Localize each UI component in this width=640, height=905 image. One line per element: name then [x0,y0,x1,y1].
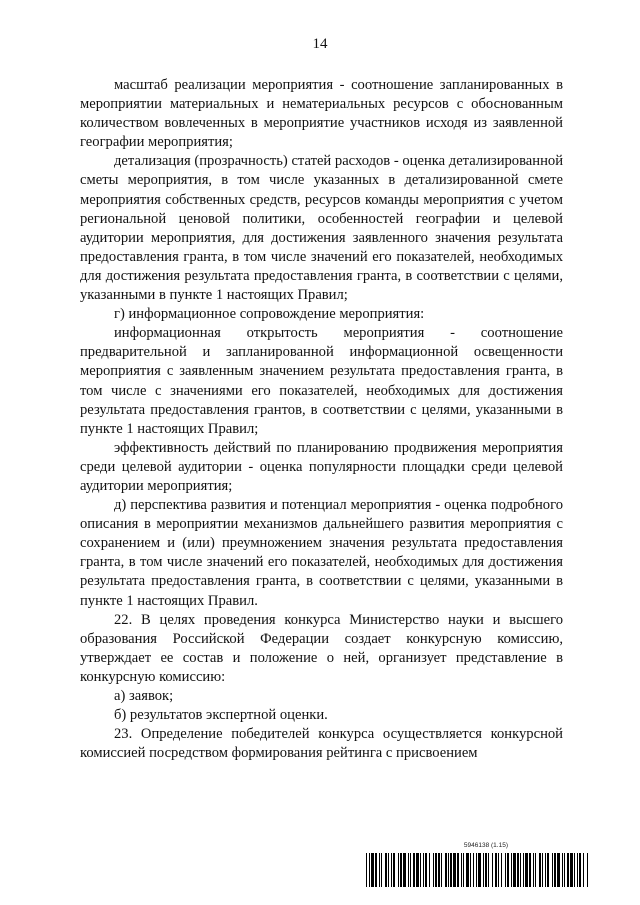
barcode-bar [381,853,382,887]
paragraph-applications: а) заявок; [114,688,174,704]
barcode-bar [461,853,462,887]
barcode-bar [438,853,440,887]
barcode-bar [423,853,424,887]
barcode-bar [545,853,546,887]
barcode-bar [483,853,484,887]
barcode-bar [429,853,430,887]
barcode-bar [577,853,578,887]
barcode-bar [457,853,459,887]
barcode-bar [583,853,584,887]
barcode-bar [525,853,528,887]
barcode-bar [366,853,367,887]
barcode-bar [574,853,575,887]
barcode-bar [533,853,534,887]
barcode-bar [379,853,380,887]
barcode-bar [413,853,415,887]
barcode-bar [498,853,499,887]
barcode-bar [567,853,569,887]
barcode-bar [513,853,516,887]
barcode-bar [403,853,406,887]
barcode-bar [466,853,469,887]
barcode-bar [557,853,560,887]
barcode-bar [523,853,524,887]
paragraph-item-23: 23. Определение победителей конкурса осуществляется конкурсной комиссией посредством формирования рейтинга с присвоением [80,726,563,762]
barcode-bar [562,853,563,887]
barcode-bar [485,853,487,887]
page-number: 14 [312,36,328,52]
barcode-bar [416,853,419,887]
barcode-bar [473,853,474,887]
barcode-bar [375,853,377,887]
paragraph-scale: масштаб реализации мероприятия - соотношение запланированных в мероприятии материальных и нематериальных ресурсов с обоснованным количеством вовлеченных в мероприятие участников исходя из заявленной географии мероприятия; [80,77,563,151]
barcode-bar [476,853,477,887]
barcode-bar [450,853,452,887]
barcode-bar [400,853,402,887]
paragraph-info-support: г) информационное сопровождение мероприятия: [114,306,425,323]
barcode-bar [488,853,489,887]
document-body [80,76,563,763]
barcode-bar [501,853,502,887]
barcode-bar [408,853,409,887]
barcode-bar [410,853,411,887]
barcode-bar [371,853,374,887]
barcode-bar [492,853,493,887]
barcode-bar [539,853,541,887]
barcode-bar [547,853,549,887]
barcode-bar [552,853,553,887]
barcode-bar [470,853,471,887]
barcode-bar [385,853,387,887]
paragraph-expert-results: б) результатов экспертной оценки. [114,707,328,724]
barcode-bar [441,853,442,887]
paragraph-perspective: д) перспектива развития и потенциал мероприятия - оценка подробного описания в мероприятии механизмов дальнейшего развития мероприятия с сохранением и (или) преумножением значения результата предоставления гранта, в том числе значений его показателей, необходимых для достижения результата предоставления гранта, в соответствии с целями, указанными в пункте 1 настоящих Правил. [80,497,563,609]
barcode-bar [463,853,464,887]
barcode-bar [433,853,434,887]
barcode-bar [511,853,512,887]
barcode-icon [366,853,588,887]
barcode-bar [435,853,437,887]
barcode-bar [448,853,449,887]
barcode-block [366,842,588,888]
barcode-bar [398,853,399,887]
barcode-bar [529,853,531,887]
barcode-bar [393,853,395,887]
paragraph-info-openness: информационная открытость мероприятия - соотношение предварительной и запланированной информационной освещенности мероприятия с заявленным значением результата предоставления гранта, в том числе с значениями его показателей, необходимых для достижения результата предоставления грантов, в соответствии с целями, указанными в пункте 1 настоящих Правил; [80,325,563,437]
barcode-bar [369,853,370,887]
barcode-bar [478,853,481,887]
barcode-bar [587,853,588,887]
barcode-bar [542,853,543,887]
barcode-bar [564,853,565,887]
barcode-bar [388,853,389,887]
barcode-bar [425,853,427,887]
barcode-code: 5946138 (1.15) [463,842,508,849]
barcode-bar [554,853,556,887]
barcode-bar [453,853,456,887]
barcode-bar [535,853,536,887]
barcode-bar [579,853,581,887]
barcode-bar [505,853,506,887]
paragraph-detailing: детализация (прозрачность) статей расходов - оценка детализированной сметы мероприятия, в том числе указанных в детализированной смете мероприятия собственных средств, ресурсов команды мероприятия с учетом региональной ценовой политики, особенностей географии и целевой аудитории мероприятия, для достижения заявленного значения результата предоставления гранта, в том числе значений его показателей, необходимых для достижения результата предоставления гранта, в соответствии с целями, указанными в пункте 1 настоящих Правил; [80,153,563,304]
barcode-bar [570,853,573,887]
paragraph-promotion: эффективность действий по планированию продвижения мероприятия среди целевой аудитории - оценка популярности площадки среди целевой аудитории мероприятия; [80,439,563,494]
barcode-bar [507,853,509,887]
barcode-bar [391,853,392,887]
paragraph-item-22: 22. В целях проведения конкурса Министерство науки и высшего образования Российской Федерации создает конкурсную комиссию, утверждает ее состав и положение о ней, организует представление в конкурсную комиссию: [80,611,563,685]
barcode-bar [420,853,421,887]
barcode-bar [495,853,497,887]
barcode-bar [517,853,519,887]
barcode-bar [445,853,447,887]
barcode-bar [520,853,521,887]
